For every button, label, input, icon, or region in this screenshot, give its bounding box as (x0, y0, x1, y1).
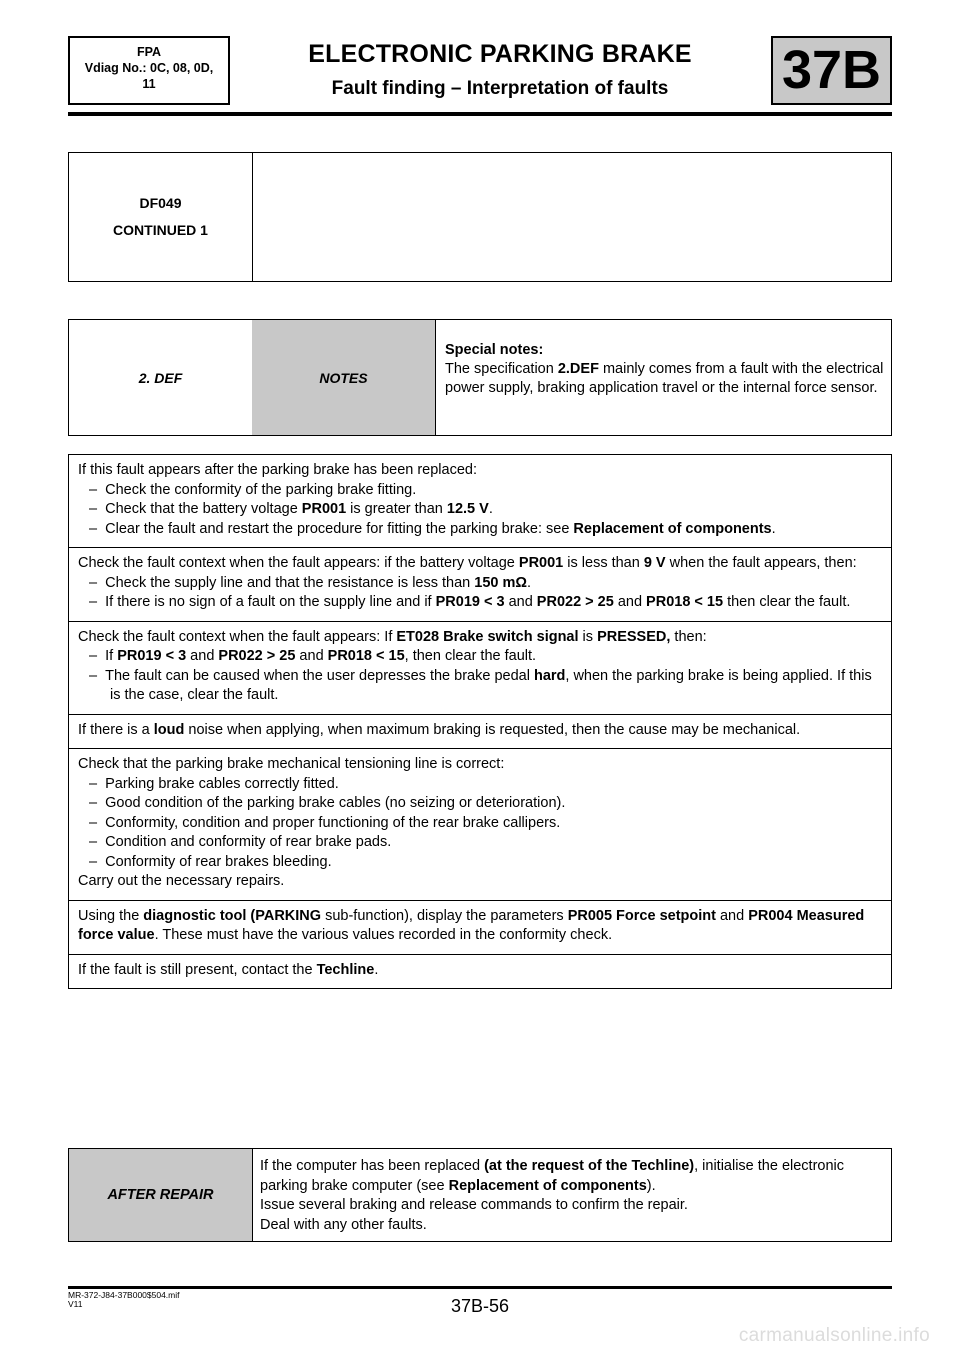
row3-bullet-2 (78, 667, 882, 706)
r6b: diagnostic tool (PARKING (143, 907, 322, 924)
procedure-row-1 (69, 455, 891, 547)
page-subtitle: Fault finding – Interpretation of faults (331, 78, 669, 99)
footer-reference (68, 1291, 180, 1309)
r6c: sub-function), display the parameters (321, 907, 568, 924)
row1-intro: If this fault appears after the parking brake has been replaced: (78, 462, 477, 478)
r6f: PR004 Measured force value (78, 907, 865, 943)
notes-text-a: The specification (445, 361, 558, 377)
r6a: Using the (78, 907, 144, 924)
r1b3a: – Clear the fault and restart the procedure for fitting the parking brake: see (89, 520, 574, 537)
r2b2a: – If there is no sign of a fault on the supply line and if (89, 594, 436, 610)
r3b2c: , when the parking brake is being applied. If this is the case, clear the fault. (110, 667, 872, 703)
ar-l1d: Replacement of components (448, 1177, 647, 1194)
ar-l1a: If the computer has been replaced (260, 1158, 485, 1174)
vehicle-info-line-1: FPA (136, 45, 162, 59)
notes-box (68, 319, 892, 436)
row5-bullet-4: – Condition and conformity of rear brake pads. (89, 834, 392, 850)
r3b1g: , then clear the fault. (404, 648, 537, 664)
procedure-row-6 (69, 900, 891, 954)
procedure-row-7 (69, 954, 891, 989)
fault-code-box (68, 152, 892, 282)
r6e: and (715, 907, 749, 924)
vehicle-info-box (68, 36, 230, 105)
r3c: is (578, 628, 598, 645)
row5-outro: Carry out the necessary repairs. (78, 873, 285, 889)
row3-intro (78, 628, 882, 648)
after-repair-label: AFTER REPAIR (69, 1149, 253, 1241)
notes-condition: 2. DEF (69, 320, 253, 435)
r3b2a: – The fault can be caused when the user depresses the brake pedal (89, 667, 534, 684)
r1b2a: – Check that the battery voltage (89, 501, 302, 517)
notes-label: NOTES (252, 320, 436, 435)
row3-bullet-1 (78, 647, 882, 667)
row1-bullet-2 (78, 500, 882, 520)
after-repair-line-1 (260, 1157, 880, 1196)
r2b2g: then clear the fault. (723, 594, 851, 610)
r2b2e: and (613, 594, 647, 610)
r2b2b: PR019 < 3 (435, 594, 505, 610)
after-repair-box (68, 1148, 892, 1242)
r6d: PR005 Force setpoint (567, 907, 716, 924)
row1-bullet-3 (78, 520, 882, 540)
row4-text (78, 721, 882, 741)
r7a: If the fault is still present, contact the (78, 961, 317, 978)
r4c: noise when applying, when maximum braking is requested, then the cause may be mechanical. (184, 721, 801, 738)
r3b1d: PR022 > 25 (218, 648, 296, 664)
row7-text (78, 961, 882, 981)
r3b1e: and (295, 648, 328, 664)
row2-bullet-2 (78, 593, 882, 613)
notes-text-b: 2.DEF (557, 361, 599, 377)
r6g: . These must have the various values recorded in the conformity check. (154, 927, 613, 943)
r2a: Check the fault context when the fault appears: if the battery voltage (78, 555, 519, 571)
vehicle-info-line-2: Vdiag No.: 0C, 08, 0D, (84, 61, 214, 75)
footer-ref-version: V11 (68, 1299, 83, 1309)
page-number: 37B-56 (450, 1296, 510, 1316)
r3d: PRESSED, (597, 628, 671, 645)
r4b: loud (153, 721, 185, 738)
r2b: PR001 (518, 555, 564, 571)
r3b1f: PR018 < 15 (327, 648, 405, 664)
r2c: is less than (563, 555, 644, 571)
row5-bullet-3: – Conformity, condition and proper functioning of the rear brake callipers. (89, 814, 561, 831)
r2b1b: 150 mΩ (474, 574, 528, 591)
after-repair-text (260, 1157, 880, 1235)
page-title: ELECTRONIC PARKING BRAKE (308, 40, 692, 68)
notes-text (445, 341, 885, 398)
row6-text (78, 907, 882, 946)
procedure-row-4 (69, 714, 891, 749)
r3b1b: PR019 < 3 (117, 648, 187, 664)
r1b2c: is greater than (346, 501, 447, 517)
fault-continued: CONTINUED 1 (113, 222, 208, 238)
row2-intro (78, 554, 882, 574)
fault-code-cell (69, 153, 253, 281)
r3e: then: (670, 628, 707, 645)
r7c: . (374, 961, 379, 978)
row5-intro: Check that the parking brake mechanical tensioning line is correct: (78, 756, 505, 772)
procedure-row-5 (69, 748, 891, 900)
r2b2d: PR022 > 25 (536, 594, 614, 610)
r3b1a: – If (89, 648, 118, 664)
r2e: when the fault appears, then: (665, 555, 857, 571)
r3a: Check the fault context when the fault appears: If (78, 628, 397, 645)
r2d: 9 V (643, 555, 666, 571)
r1b3c: . (771, 520, 776, 537)
r3b: ET028 Brake switch signal (396, 628, 579, 645)
r4a: If there is a (78, 721, 154, 738)
ar-l1b: (at the request of the Techline) (484, 1158, 695, 1174)
footer-ref-file: MR-372-J84-37B000$504.mif (68, 1290, 180, 1300)
r2b1c: . (527, 574, 532, 591)
r1b3b: Replacement of components (573, 520, 772, 537)
header-divider (68, 112, 892, 116)
after-repair-line-2: Issue several braking and release commands to confirm the repair. (260, 1197, 688, 1213)
procedure-table (68, 454, 892, 989)
r2b2f: PR018 < 15 (646, 594, 724, 610)
footer-divider (68, 1286, 892, 1289)
procedure-row-3 (69, 621, 891, 714)
r1b2e: . (488, 501, 493, 517)
watermark: carmanualsonline.info (738, 1325, 930, 1346)
fault-code: DF049 (139, 195, 182, 211)
row2-bullet-1 (78, 574, 882, 594)
ar-l1c: , initialise the electronic parking brake computer (see (260, 1158, 845, 1194)
procedure-row-2 (69, 547, 891, 621)
after-repair-line-3: Deal with any other faults. (260, 1216, 427, 1233)
vehicle-info-line-3: 11 (142, 77, 156, 91)
notes-text-c: mainly comes from a fault with the electrical power supply, braking application travel or the internal force sensor. (445, 361, 884, 396)
section-code: 37B (771, 36, 892, 105)
row5-bullet-5: – Conformity of rear brakes bleeding. (89, 853, 332, 870)
r3b2b: hard (533, 667, 566, 684)
r1b2d: 12.5 V (446, 501, 489, 517)
r2b2c: and (504, 594, 537, 610)
r7b: Techline (316, 961, 375, 978)
r1b2b: PR001 (301, 501, 347, 517)
row5-bullet-2: – Good condition of the parking brake cables (no seizing or deterioration). (89, 795, 566, 811)
ar-l1e: ). (646, 1177, 656, 1194)
row1-bullet-1: – Check the conformity of the parking brake fitting. (89, 481, 417, 498)
notes-heading: Special notes: (445, 342, 544, 358)
r2b1a: – Check the supply line and that the resistance is less than (89, 574, 475, 591)
row5-bullet-1: – Parking brake cables correctly fitted. (89, 775, 339, 792)
r3b1c: and (186, 648, 219, 664)
